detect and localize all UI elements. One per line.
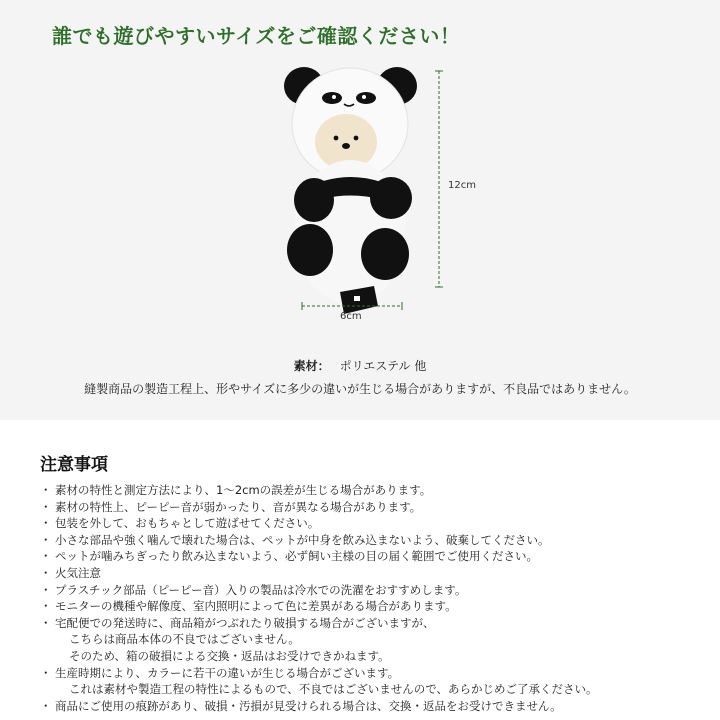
- bullet-icon: ・: [40, 516, 52, 531]
- list-item-continuation: これは素材や製造工程の特性によるもので、不良ではございませんので、あらかじめご了承ください。: [69, 682, 598, 697]
- material-label: 素材：: [293, 359, 330, 373]
- bullet-icon: ・: [40, 565, 52, 580]
- bullet-icon: ・: [40, 499, 52, 514]
- list-item: ・ プラスチック部品（ピーピー音）入りの製品は冷水での洗濯をおすすめします。: [40, 582, 467, 597]
- list-item-continuation: そのため、箱の破損による交換・返品はお受けできかねます。: [69, 648, 390, 663]
- list-item: ・ 商品にご使用の痕跡があり、破損・汚損が見受けられる場合は、交換・返品をお受けできません。: [40, 698, 562, 713]
- bullet-icon: ・: [40, 615, 52, 630]
- material-info: [0, 357, 720, 374]
- material-value: ポリエステル 他: [339, 359, 427, 373]
- bullet-icon: ・: [40, 532, 52, 547]
- notes-title: 注意事項: [40, 455, 108, 475]
- sewing-disclaimer: 縫製商品の製造工程上、形やサイズに多少の違いが生じる場合がありますが、不良品ではありません。: [84, 382, 636, 396]
- bullet-icon: ・: [40, 483, 52, 497]
- list-item: ・ 宅配便での発送時に、商品箱がつぶれたり破損する場合がございますが、: [40, 615, 435, 630]
- bullet-icon: ・: [40, 665, 52, 680]
- height-label: 12cm: [448, 180, 476, 191]
- size-headline: 誰でも遊びやすいサイズをご確認ください！: [52, 24, 461, 48]
- width-label: 6cm: [340, 311, 362, 322]
- bullet-icon: ・: [40, 599, 52, 614]
- notes-list: [40, 482, 700, 714]
- list-item: ・ モニターの機種や解像度、室内照明によって色に差異がある場合があります。: [40, 599, 457, 614]
- list-item: ・ 素材の特性上、ピーピー音が弱かったり、音が異なる場合があります。: [40, 499, 422, 514]
- bullet-icon: ・: [40, 549, 52, 564]
- height-dimension-line: [432, 68, 446, 292]
- list-item: ・ 小さな部品や強く噛んで壊れた場合は、ペットが中身を飲み込まないよう、破棄してください。: [40, 532, 550, 547]
- list-item-continuation: こちらは商品本体の不良ではございません。: [69, 632, 300, 647]
- list-item: ・ 素材の特性と測定方法により、1〜2cmの誤差が生じる場合があります。: [40, 483, 432, 497]
- list-item: ・ ペットが噛みちぎったり飲み込まないよう、必ず飼い主様の目の届く範囲でご使用ください。: [40, 549, 538, 564]
- list-item: ・ 包装を外して、おもちゃとして遊ばせてください。: [40, 516, 320, 531]
- panda-plush-toy-icon: [278, 62, 428, 320]
- list-item: ・ 火気注意: [40, 565, 101, 580]
- list-item: ・ 生産時期により、カラーに若干の違いが生じる場合がございます。: [40, 665, 400, 680]
- bullet-icon: ・: [40, 582, 52, 597]
- bullet-icon: ・: [40, 698, 52, 713]
